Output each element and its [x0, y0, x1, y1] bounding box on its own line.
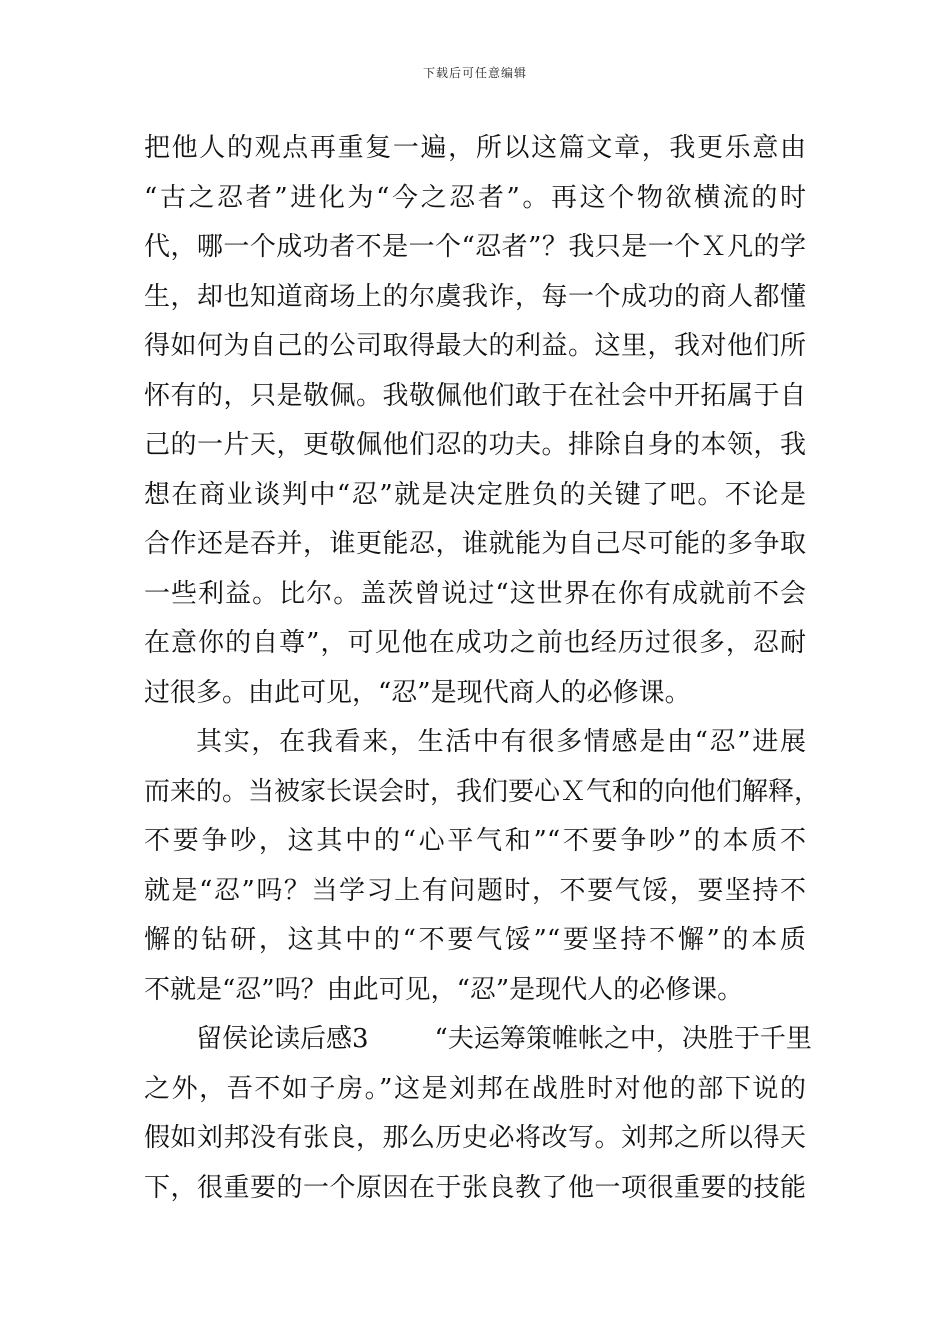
- text-line: 假如刘邦没有张良，那么历史必将改写。刘邦之所以得天: [144, 1123, 806, 1153]
- text-line: 合作还是吞并，谁更能忍，谁就能为自己尽可能的多争取: [144, 529, 806, 559]
- text-line: 懈的钻研，这其中的“不要气馁”“要坚持不懈”的本质: [144, 925, 806, 955]
- text-line: 下，很重要的一个原因在于张良教了他一项很重要的技能: [144, 1172, 806, 1203]
- text-line: 想在商业谈判中“忍”就是决定胜负的关键了吧。不论是: [144, 479, 806, 510]
- page-header: 下载后可任意编辑: [422, 66, 527, 80]
- text-line: 其实，在我看来，生活中有很多情感是由“忍”进展: [196, 727, 806, 757]
- paragraph-block: [144, 1065, 806, 1214]
- text-line: 而来的。当被家长误会时，我们要心Ｘ气和的向他们解释，: [144, 776, 821, 807]
- text-line: “古之忍者”进化为“今之忍者”。再这个物欲横流的时: [144, 182, 806, 213]
- text-line: 怀有的，只是敬佩。我敬佩他们敢于在社会中开拓属于自: [144, 380, 806, 411]
- text-line: 之外，吾不如子房。”这是刘邦在战胜时对他的部下说的: [144, 1073, 806, 1104]
- text-line: 过很多。由此可见，“忍”是现代商人的必修课。: [144, 677, 691, 708]
- text-line: 生，却也知道商场上的尔虞我诈，每一个成功的商人都懂: [144, 281, 806, 312]
- text-line: 不要争吵，这其中的“心平气和”“不要争吵”的本质不: [144, 826, 806, 856]
- section-title: 留侯论读后感3: [196, 1024, 369, 1054]
- section-heading-line: [144, 1015, 812, 1065]
- document-body: [144, 124, 821, 1213]
- text-line: 不就是“忍”吗？由此可见，“忍”是现代人的必修课。: [144, 974, 744, 1005]
- text-line: 代，哪一个成功者不是一个“忍者”？我只是一个Ｘ凡的学: [144, 232, 806, 262]
- text-line: 一些利益。比尔。盖茨曾说过“这世界在你有成就前不会: [144, 578, 806, 609]
- text-line: 己的一片天，更敬佩他们忍的功夫。排除自身的本领，我: [144, 430, 806, 460]
- text-line: 在意你的自尊”，可见他在成功之前也经历过很多，忍耐: [144, 628, 806, 658]
- text-line: 把他人的观点再重复一遍，所以这篇文章，我更乐意由: [144, 133, 806, 163]
- text-line: 得如何为自己的公司取得最大的利益。这里，我对他们所: [144, 331, 806, 361]
- section-first-line: “夫运筹策帷帐之中，决胜于千里: [434, 1024, 812, 1054]
- text-line: 就是“忍”吗？当学习上有问题时，不要气馁，要坚持不: [144, 875, 806, 906]
- paragraph-block: [144, 124, 821, 1015]
